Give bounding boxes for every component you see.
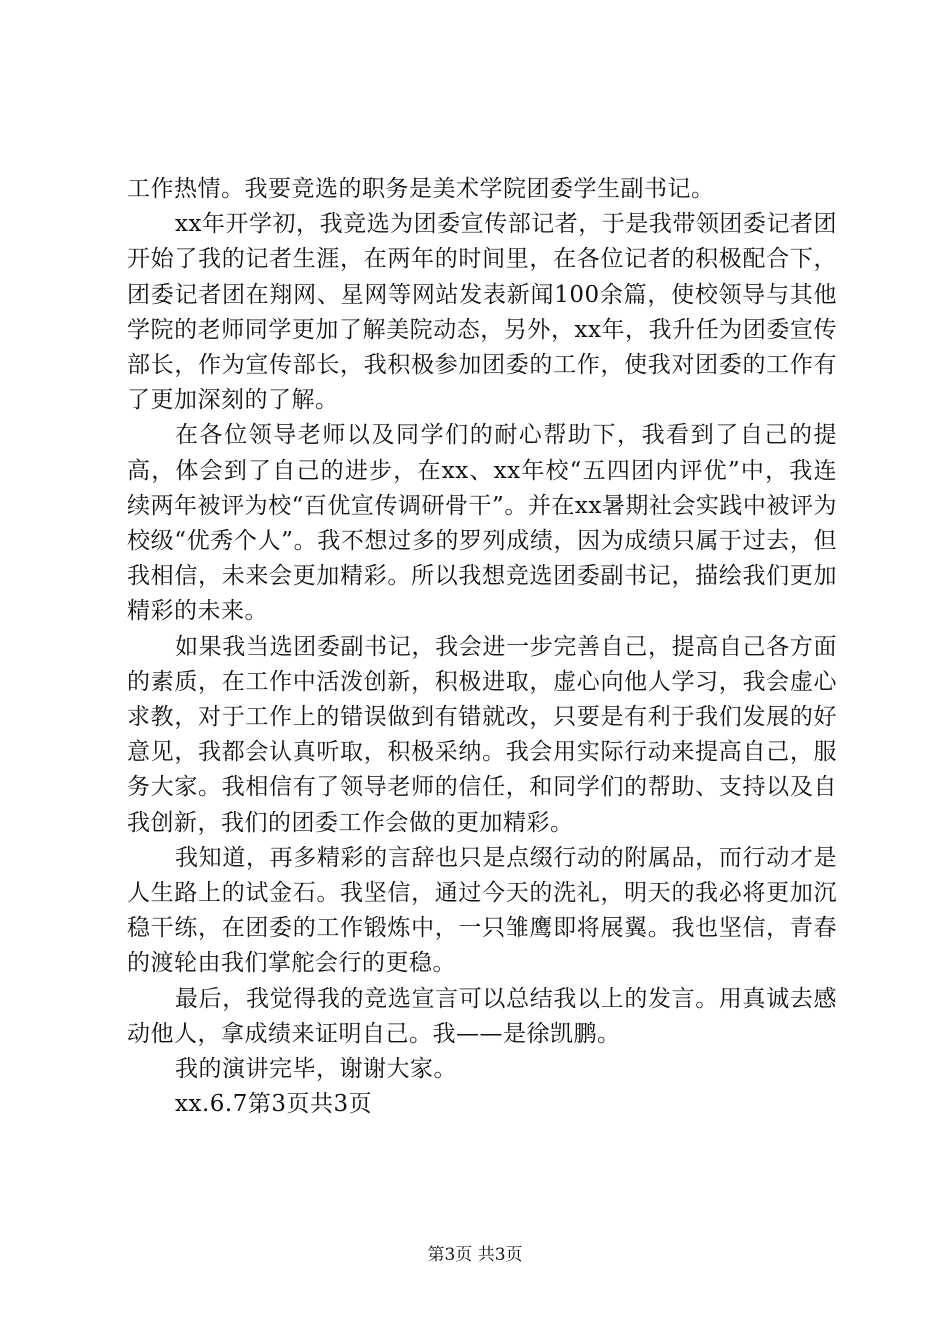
paragraph: 最后，我觉得我的竞选宣言可以总结我以上的发言。用真诚去感动他人，拿成绩来证明自己。我——是徐凯鹏。 [127,985,837,1047]
page-footer: 第3页 共3页 [427,1245,523,1265]
paragraph: xx年开学初，我竞选为团委宣传部记者，于是我带领团委记者团开始了我的记者生涯，在两年的时间里，在各位记者的积极配合下，团委记者团在翔网、星网等网站发表新闻100余篇，使校领导与其他学院的老师同学更加了解美院动态，另外，xx年，我升任为团委宣传部长，作为宣传部长，我积极参加团委的工作，使我对团委的工作有了更加深刻的了解。 [127,211,837,414]
paragraph: 工作热情。我要竞选的职务是美术学院团委学生副书记。 [127,176,715,202]
document-body [127,172,837,1122]
paragraph: 如果我当选团委副书记，我会进一步完善自己，提高自己各方面的素质，在工作中活泼创新，积极进取，虚心向他人学习，我会虚心求教，对于工作上的错误做到有错就改，只要是有利于我们发展的好意见，我都会认真听取，积极采纳。我会用实际行动来提高自己，服务大家。我相信有了领导老师的信任，和同学们的帮助、支持以及自我创新，我们的团委工作会做的更加精彩。 [127,633,837,836]
paragraph: 我的演讲完毕，谢谢大家。 [175,1056,457,1083]
paragraph: 在各位领导老师以及同学们的耐心帮助下，我看到了自己的提高，体会到了自己的进步，在xx、xx年校“五四团内评优”中，我连续两年被评为校“百优宣传调研骨干”。并在xx暑期社会实践中被评为校级“优秀个人”。我不想过多的罗列成绩，因为成绩只属于过去，但我相信，未来会更加精彩。所以我想竞选团委副书记，描绘我们更加精彩的未来。 [127,422,837,625]
paragraph: 我知道，再多精彩的言辞也只是点缀行动的附属品，而行动才是人生路上的试金石。我坚信，通过今天的洗礼，明天的我必将更加沉稳干练，在团委的工作锻炼中，一只雏鹰即将展翼。我也坚信，青春的渡轮由我们掌舵会行的更稳。 [127,844,837,977]
paragraph: xx.6.7第3页共3页 [175,1091,373,1118]
